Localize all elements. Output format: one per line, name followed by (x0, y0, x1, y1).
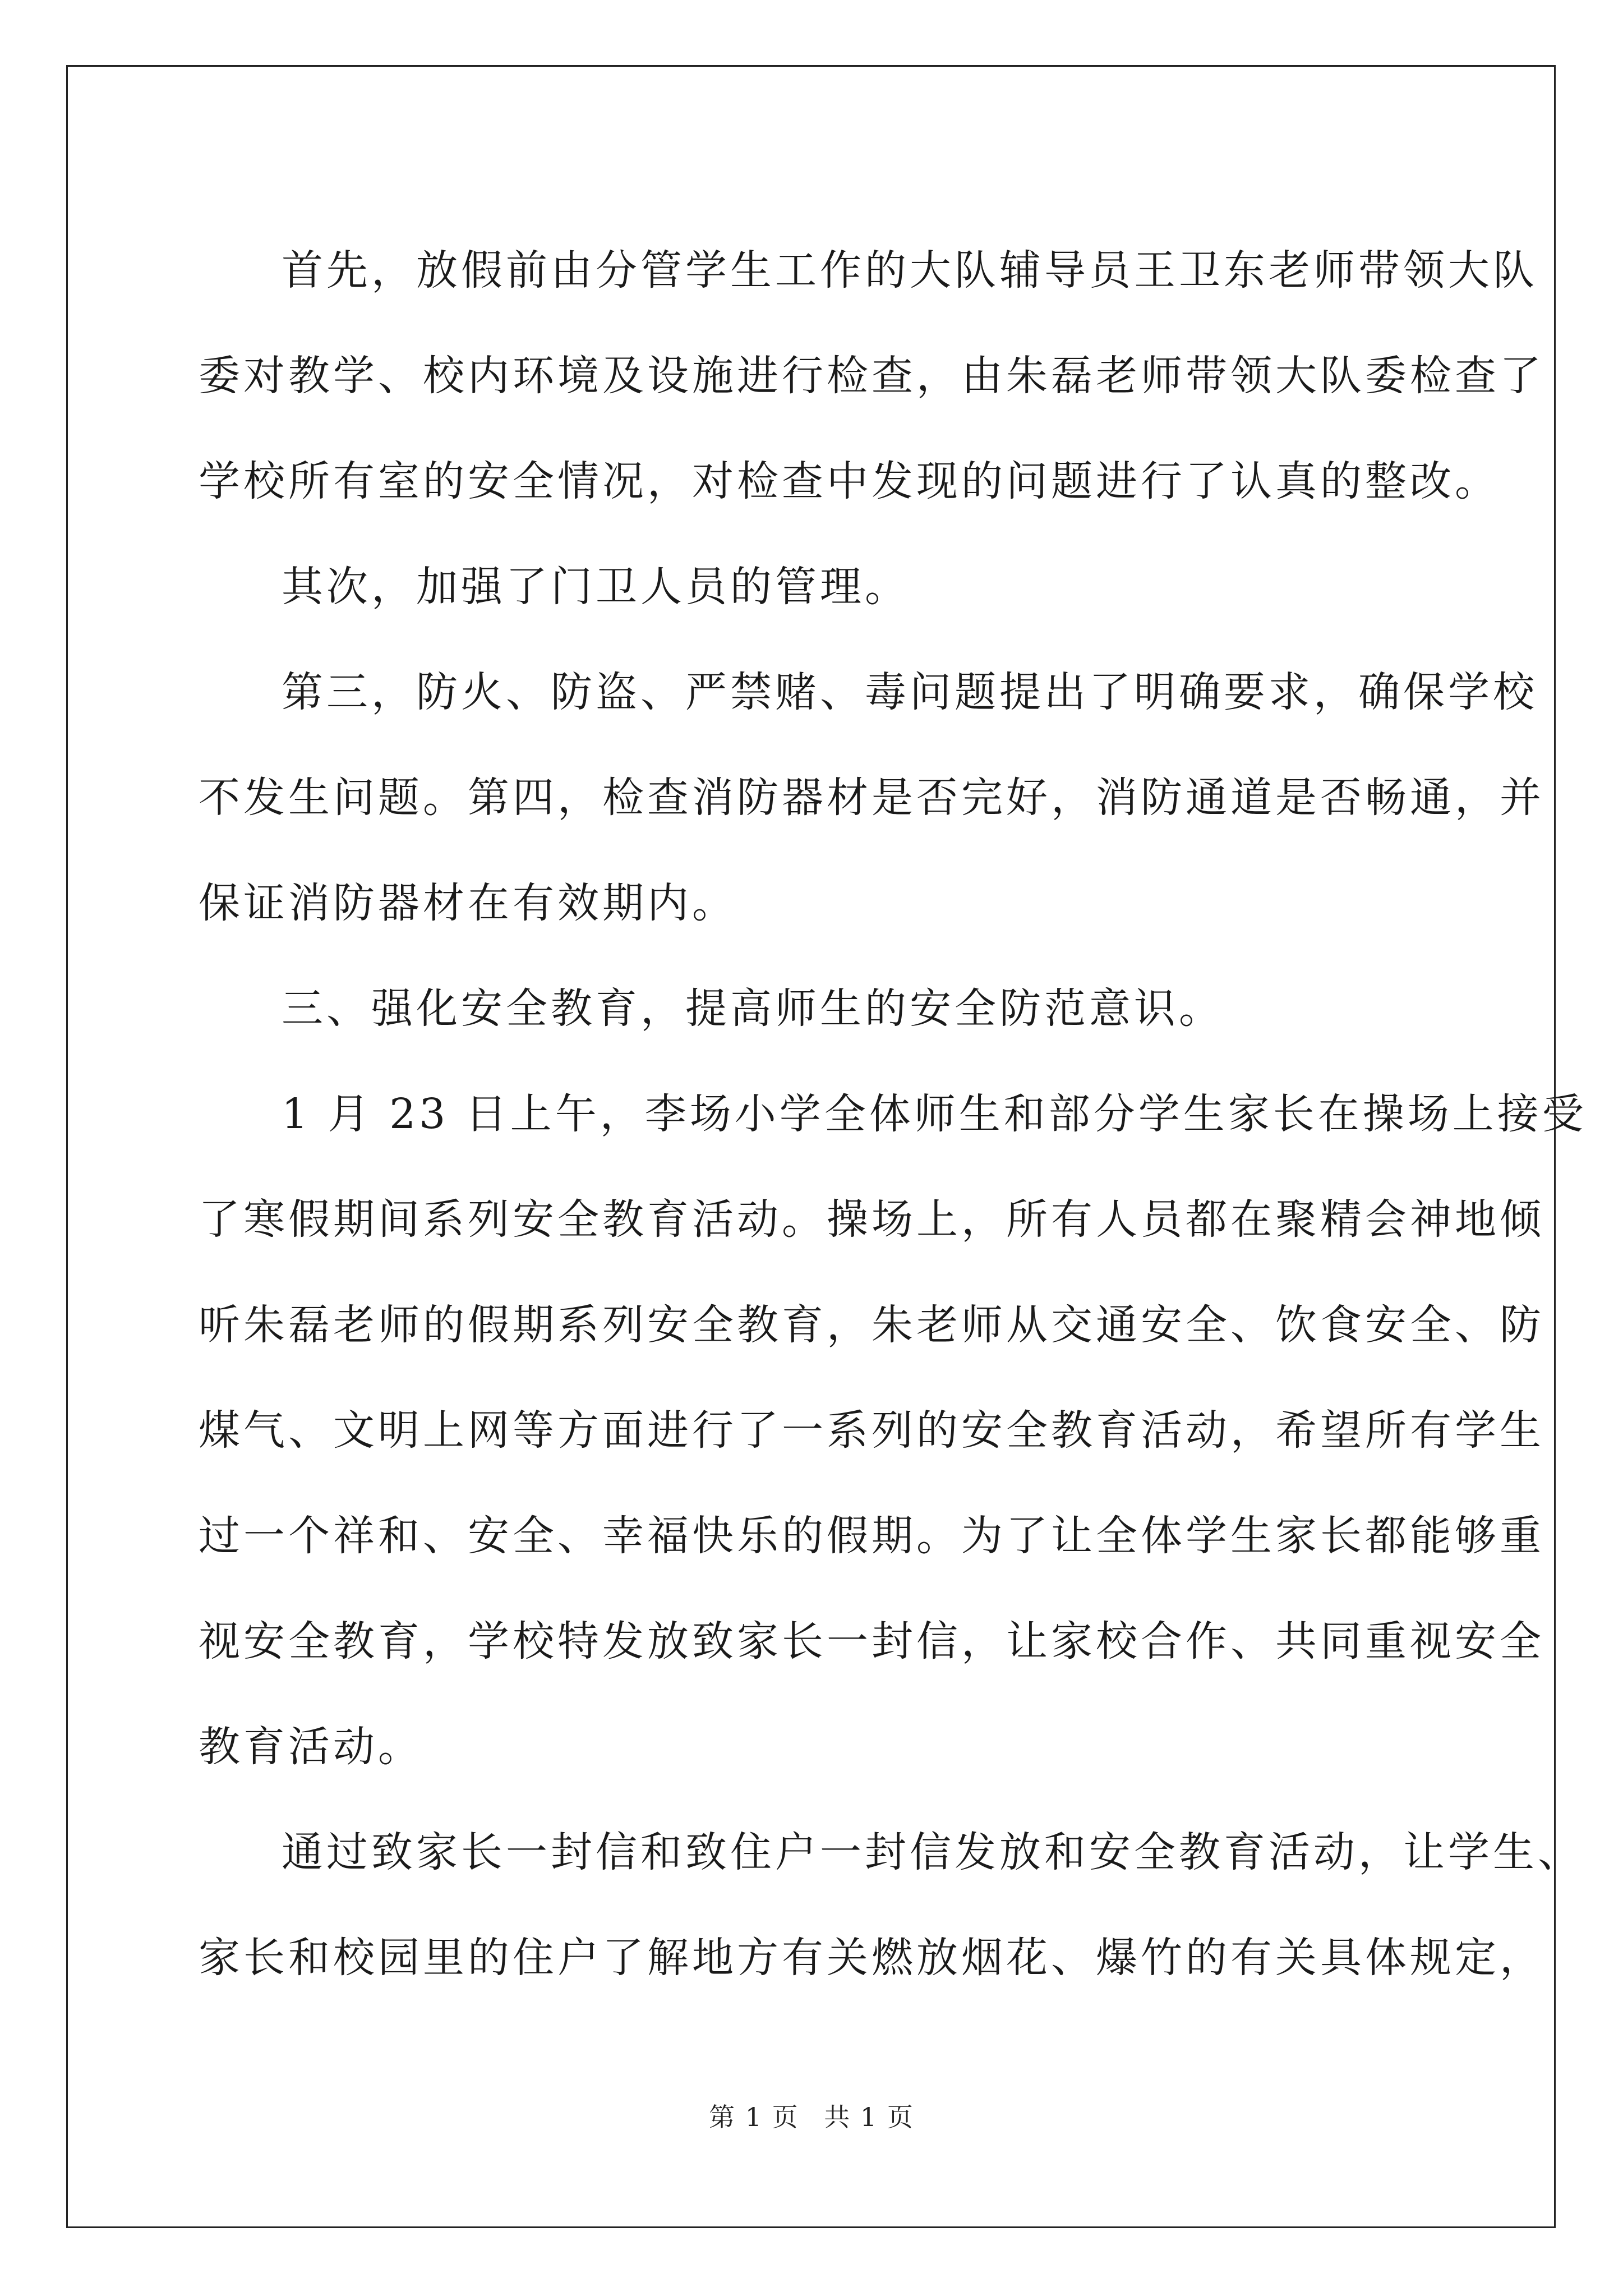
text-line: 三、强化安全教育，提高师生的安全防范意识。 (282, 984, 1224, 1033)
text-line: 了寒假期间系列安全教育活动。操场上，所有人员都在聚精会神地倾 (199, 1195, 1544, 1244)
page-total: 共 1 页 (824, 2102, 914, 2132)
page-footer (0, 2097, 1623, 2134)
text-line: 第三，防火、防盗、严禁赌、毒问题提出了明确要求，确保学校 (282, 668, 1538, 716)
text-line: 通过致家长一封信和致住户一封信发放和安全教育活动，让学生、 (282, 1828, 1583, 1876)
text-line: 听朱磊老师的假期系列安全教育，朱老师从交通安全、饮食安全、防 (199, 1301, 1544, 1349)
text-line: 保证消防器材在有效期内。 (199, 879, 737, 927)
text-line: 煤气、文明上网等方面进行了一系列的安全教育活动，希望所有学生 (199, 1406, 1544, 1455)
document-body (199, 218, 1587, 2010)
text-line: 其次，加强了门卫人员的管理。 (282, 563, 910, 611)
text-line: 过一个祥和、安全、幸福快乐的假期。为了让全体学生家长都能够重 (199, 1512, 1544, 1560)
text-line: 1 月 23 日上午，李场小学全体师生和部分学生家长在操场上接受 (282, 1090, 1587, 1138)
text-line: 教育活动。 (199, 1723, 423, 1771)
text-line: 学校所有室的安全情况，对检查中发现的问题进行了认真的整改。 (199, 457, 1500, 505)
text-line: 不发生问题。第四，检查消防器材是否完好，消防通道是否畅通，并 (199, 774, 1544, 822)
text-line: 视安全教育，学校特发放致家长一封信，让家校合作、共同重视安全 (199, 1617, 1544, 1665)
text-line: 家长和校园里的住户了解地方有关燃放烟花、爆竹的有关具体规定， (199, 1934, 1544, 1982)
text-line: 委对教学、校内环境及设施进行检查，由朱磊老师带领大队委检查了 (199, 352, 1544, 400)
text-line: 首先，放假前由分管学生工作的大队辅导员王卫东老师带领大队 (282, 246, 1538, 295)
page-number: 第 1 页 (709, 2102, 799, 2132)
